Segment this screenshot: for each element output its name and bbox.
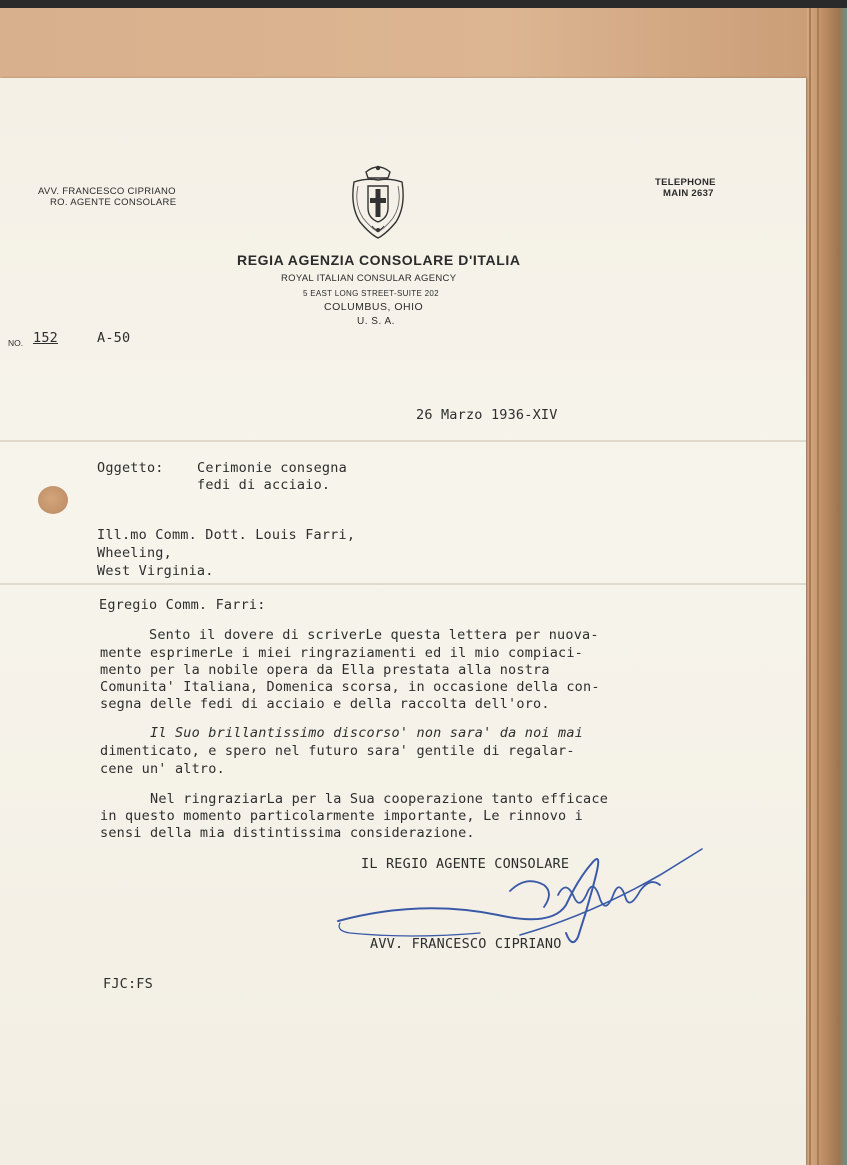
royal-crest-icon <box>346 160 410 242</box>
letterhead-telephone-label: TELEPHONE <box>655 177 716 188</box>
salutation: Egregio Comm. Farri: <box>99 597 266 613</box>
letterhead-telephone-number: MAIN 2637 <box>663 188 714 199</box>
body-line: Nel ringraziarLa per la Sua cooperazione tanto efficace <box>150 791 609 807</box>
letterhead-sender-name: AVV. FRANCESCO CIPRIANO <box>38 186 176 197</box>
agency-city: COLUMBUS, OHIO <box>324 301 424 313</box>
body-line: Il Suo brillantissimo discorso' non sara' da noi mai <box>150 725 584 741</box>
recipient-line: Ill.mo Comm. Dott. Louis Farri, <box>97 527 356 543</box>
body-line: mente esprimerLe i miei ringraziamenti ed il mio compiaci- <box>100 645 584 661</box>
body-line: sensi della mia distintissima considerazione. <box>100 825 475 841</box>
body-line: mento per la nobile opera da Ella prestata alla nostra <box>100 662 550 678</box>
folder-edge-line <box>817 8 819 1165</box>
body-line: segna delle fedi di acciaio e della raccolta dell'oro. <box>100 696 550 712</box>
body-line: in questo momento particolarmente importante, Le rinnovo i <box>100 808 584 824</box>
folder-edge <box>807 8 847 1165</box>
letterhead-sender-title: RO. AGENTE CONSOLARE <box>50 197 177 208</box>
recipient-line: Wheeling, <box>97 545 172 561</box>
agency-name-english: ROYAL ITALIAN CONSULAR AGENCY <box>281 273 457 284</box>
reference-code: A-50 <box>97 330 131 346</box>
subject-label: Oggetto: <box>97 460 164 476</box>
typist-initials: FJC:FS <box>103 976 153 992</box>
reference-number-label: NO. <box>8 338 24 348</box>
letter-date: 26 Marzo 1936-XIV <box>416 407 558 423</box>
body-line: cene un' altro. <box>100 761 225 777</box>
recipient-line: West Virginia. <box>97 563 214 579</box>
subject-line: Cerimonie consegna <box>197 460 347 476</box>
folder-edge-line <box>809 8 811 1165</box>
subject-line: fedi di acciaio. <box>197 477 331 493</box>
body-line: Comunita' Italiana, Domenica scorsa, in occasione della con- <box>100 679 600 695</box>
paper-fold-line <box>0 583 806 585</box>
agency-name-italian: REGIA AGENZIA CONSOLARE D'ITALIA <box>237 252 521 268</box>
reference-number: 152 <box>33 330 58 346</box>
top-dark-strip <box>0 0 847 8</box>
body-line: dimenticato, e spero nel futuro sara' gentile di regalar- <box>100 743 575 759</box>
closing-signer-name: AVV. FRANCESCO CIPRIANO <box>370 936 562 952</box>
paper-fold-line <box>0 440 806 442</box>
punch-hole <box>38 486 68 514</box>
agency-address: 5 EAST LONG STREET-SUITE 202 <box>303 289 439 298</box>
closing-title: IL REGIO AGENTE CONSOLARE <box>361 856 570 872</box>
agency-country: U. S. A. <box>357 316 395 327</box>
body-line: Sento il dovere di scriverLe questa lettera per nuova- <box>149 627 599 643</box>
